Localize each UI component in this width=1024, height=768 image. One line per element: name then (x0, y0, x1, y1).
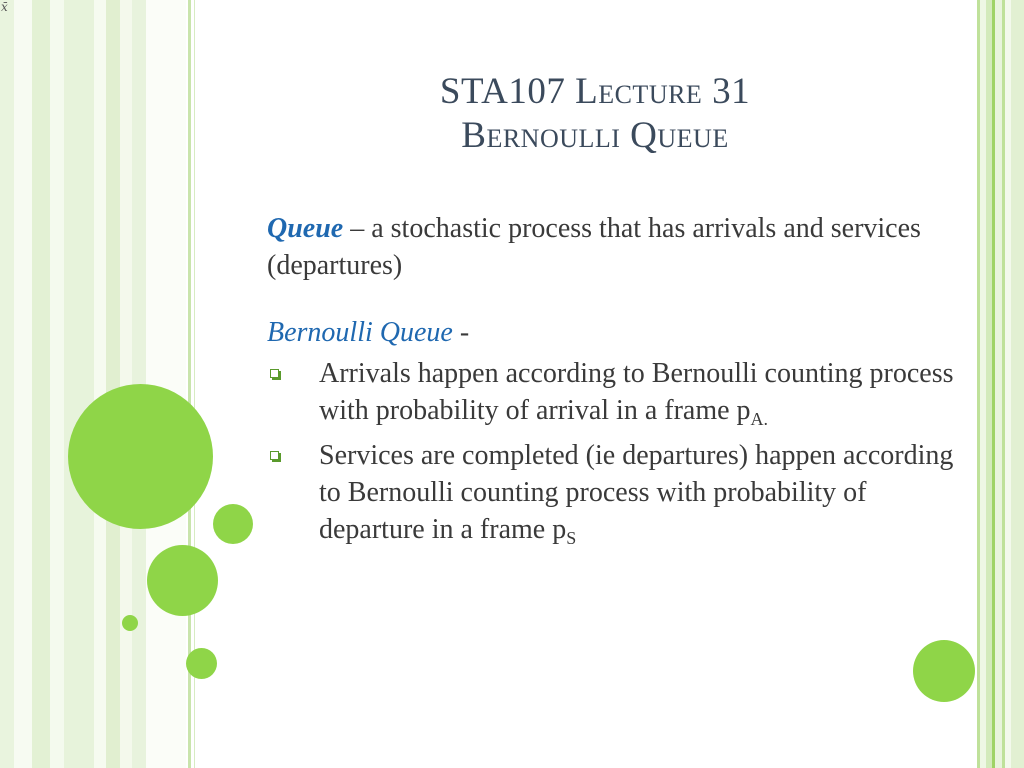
right-stripe (995, 0, 1002, 768)
left-stripe (0, 0, 14, 768)
corner-mark: x̄ (1, 0, 8, 14)
square-bullet-icon (270, 451, 279, 460)
bullet-text: Services are completed (ie departures) happen according to Bernoulli counting process with probability of departure in a frame p (319, 440, 954, 545)
left-stripe (64, 0, 94, 768)
left-stripe (106, 0, 120, 768)
square-bullet-icon (270, 369, 279, 378)
decorative-circle-small (213, 504, 253, 544)
decorative-circle-right (913, 640, 975, 702)
list-item (267, 437, 957, 548)
slide-title (200, 70, 990, 158)
decorative-circle-medium (147, 545, 218, 616)
bullet-subscript: A. (750, 409, 769, 429)
list-item (267, 355, 957, 429)
definition-paragraph (267, 210, 957, 284)
bullet-list (267, 355, 957, 548)
decorative-circle-large (68, 384, 213, 529)
slide-body (267, 210, 957, 556)
decorative-circle-tiny (122, 615, 138, 631)
title-line-1: STA107 Lecture 31 (439, 71, 751, 112)
title-line-2: Bernoulli Queue (461, 115, 729, 156)
right-stripe (1011, 0, 1024, 768)
bullet-subscript: S (566, 528, 577, 548)
left-stripe (94, 0, 106, 768)
left-stripe (50, 0, 64, 768)
subheading (267, 314, 957, 351)
decorative-circle-small (186, 648, 217, 679)
bullet-text: Arrivals happen according to Bernoulli counting process with probability of arrival in a frame p (319, 358, 954, 426)
subheading-suffix: - (452, 317, 470, 348)
left-stripe (32, 0, 50, 768)
left-stripe (14, 0, 32, 768)
definition-term: Queue (267, 213, 344, 244)
definition-text: – a stochastic process that has arrivals and services (departures) (267, 213, 921, 281)
subheading-term: Bernoulli Queue (267, 317, 453, 348)
